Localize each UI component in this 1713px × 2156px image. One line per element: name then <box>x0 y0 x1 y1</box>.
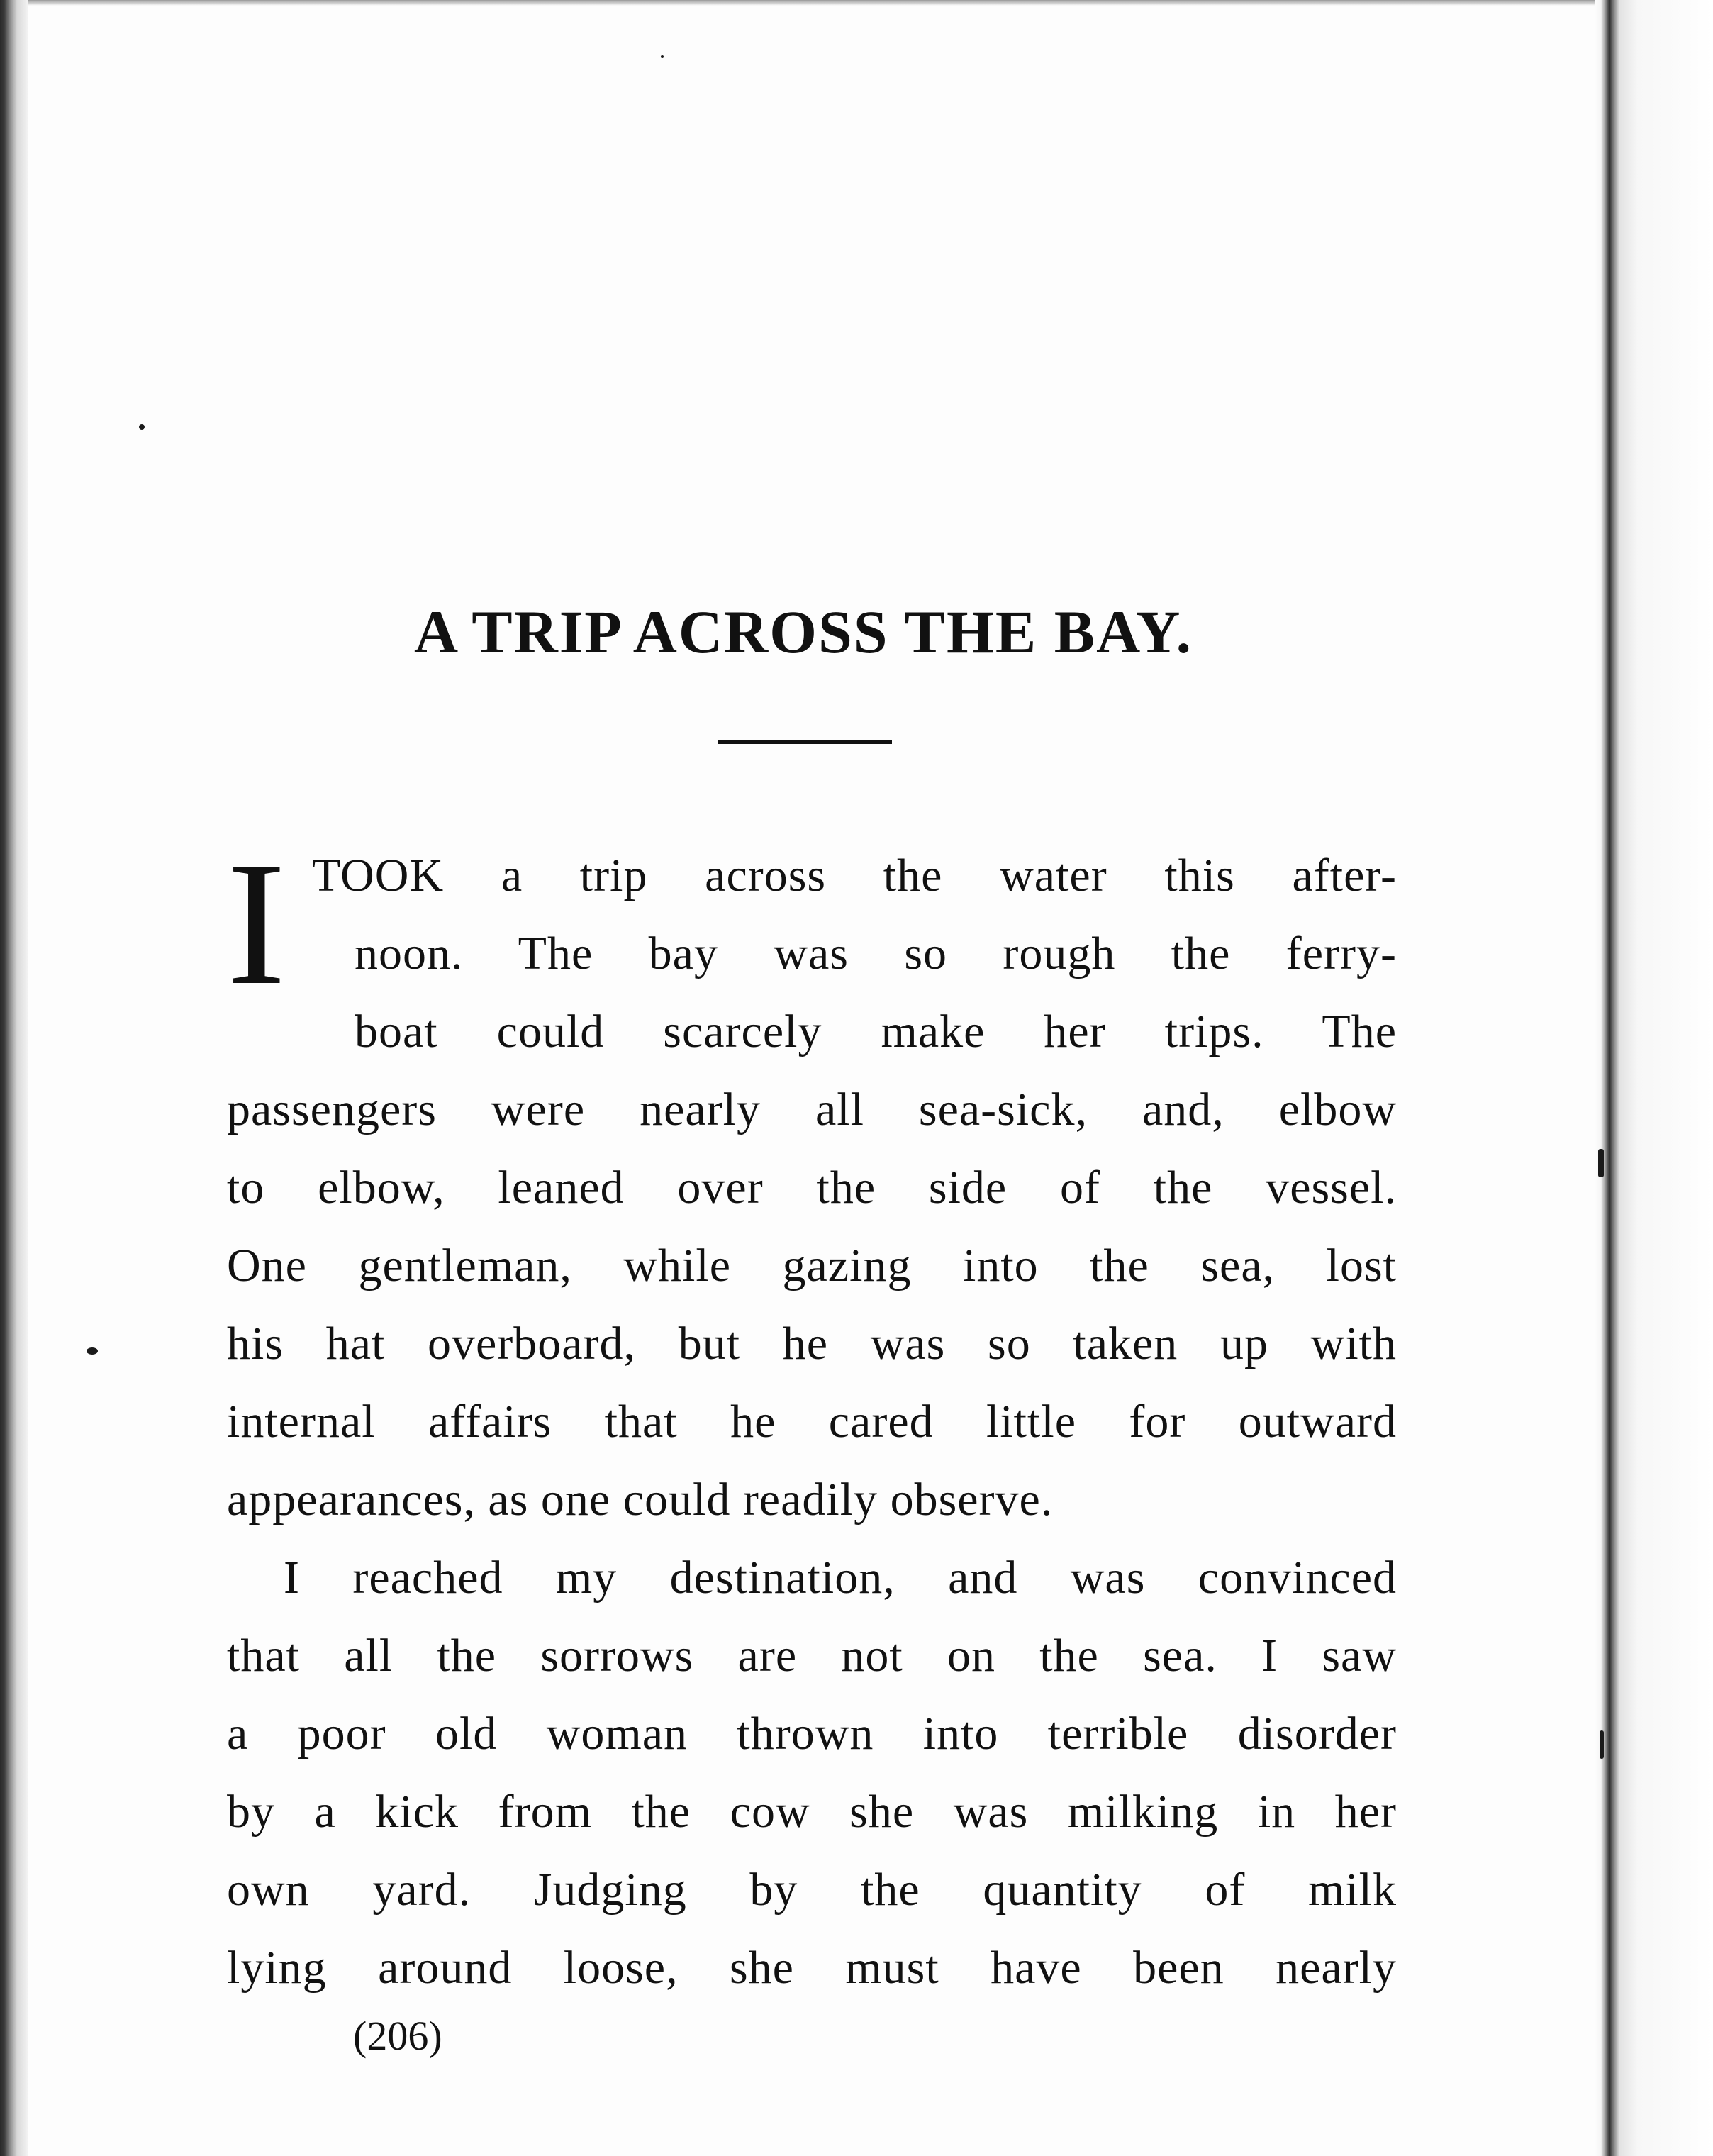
paragraph-2 <box>227 1539 1397 2007</box>
scan-speck <box>661 55 664 58</box>
text-line: passengers were nearly all sea-sick, and, elbow <box>227 1084 1397 1135</box>
text-line: that all the sorrows are not on the sea. I saw <box>227 1630 1397 1682</box>
text-line: his hat overboard, but he was so taken up with <box>227 1318 1397 1369</box>
page-top-edge <box>0 0 1713 6</box>
text-line: lying around loose, she must have been nearly <box>227 1942 1397 1994</box>
text-line: appearances, as one could readily observe. <box>227 1474 1054 1526</box>
book-spine-edge <box>0 0 28 2156</box>
scan-speck <box>1600 1730 1604 1759</box>
page-number: (206) <box>353 2013 442 2059</box>
text-line: own yard. Judging by the quantity of milk <box>227 1864 1397 1916</box>
scan-speck <box>87 1348 98 1355</box>
text-line: One gentleman, while gazing into the sea, lost <box>227 1240 1397 1291</box>
text-line: internal affairs that he cared little for outward <box>227 1396 1397 1447</box>
text-line: TOOK a trip across the water this after- <box>312 850 1397 901</box>
text-line: noon. The bay was so rough the ferry- <box>355 928 1397 979</box>
title-rule <box>718 740 892 744</box>
scan-speck <box>1598 1149 1604 1177</box>
text-line: I reached my destination, and was convinced <box>284 1552 1397 1604</box>
text-line: to elbow, leaned over the side of the vessel. <box>227 1162 1397 1213</box>
text-line: by a kick from the cow she was milking in her <box>227 1786 1397 1838</box>
text-line: boat could scarcely make her trips. The <box>355 1006 1397 1057</box>
text-line: a poor old woman thrown into terrible disorder <box>227 1708 1397 1760</box>
drop-cap: I <box>227 826 286 1022</box>
chapter-title: A TRIP ACROSS THE BAY. <box>413 597 1193 666</box>
page-right-edge <box>1595 0 1713 2156</box>
paragraph-1 <box>227 826 1397 1539</box>
scan-speck <box>139 424 145 430</box>
